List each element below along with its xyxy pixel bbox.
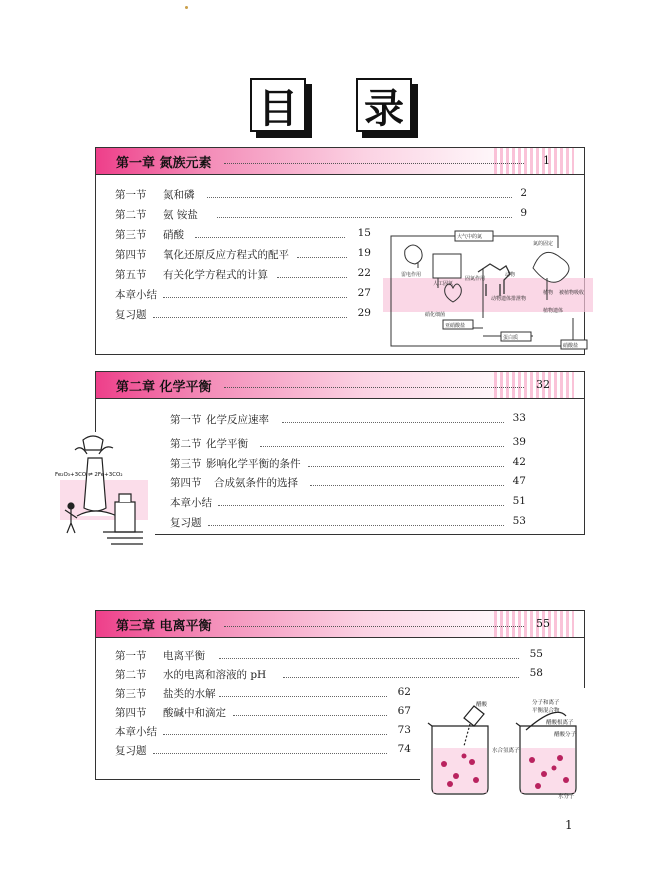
- section-title: 本章小结: [115, 289, 157, 301]
- toc-entry[interactable]: [115, 724, 411, 740]
- section-number: 第一节: [115, 650, 147, 662]
- section-title: 本章小结: [115, 726, 157, 738]
- section-title: 酸碱中和滴定: [163, 707, 226, 719]
- toc-entry[interactable]: [170, 412, 526, 428]
- figure-label: 蛋白质: [503, 335, 519, 341]
- page-title: [0, 78, 650, 138]
- section-page: 27: [357, 287, 371, 299]
- section-title: 化学平衡: [206, 438, 248, 450]
- section-page: 62: [397, 686, 411, 698]
- section-number: 第一节: [170, 414, 202, 426]
- toc-entry[interactable]: [115, 267, 371, 283]
- section-number: 第三节: [115, 229, 147, 241]
- figure-label: 醋酸根离子: [546, 720, 574, 726]
- figure-label: 水分子: [558, 794, 575, 800]
- section-title: 氧化还原反应方程式的配平: [163, 249, 289, 261]
- toc-entry[interactable]: [115, 667, 543, 683]
- section-title: 复习题: [170, 517, 202, 529]
- figure-label: 氮的固定: [533, 241, 554, 247]
- figure-label: 动物: [505, 272, 516, 278]
- section-number: 第四节: [115, 707, 147, 719]
- section-title: 复习题: [115, 309, 147, 321]
- title-char-2: 录: [356, 78, 412, 132]
- figure-label: 分子和离子: [532, 700, 560, 706]
- reaction-equation: Fe₂O₃+3CO ⇌ 2Fe+3CO₂: [55, 472, 123, 478]
- section-page: 55: [529, 648, 543, 660]
- toc-entry[interactable]: [115, 705, 411, 721]
- section-title: 有关化学方程式的计算: [163, 269, 268, 281]
- figure-label: 大气中的氮: [457, 234, 483, 240]
- figure-label: 植物: [543, 290, 554, 296]
- blast-furnace-illustration: [55, 432, 155, 550]
- toc-entry[interactable]: [115, 247, 371, 263]
- chapter-2-title: 第二章 化学平衡: [116, 380, 212, 395]
- toc-entry[interactable]: [115, 207, 527, 223]
- section-number: 第一节: [115, 189, 147, 201]
- figure-label: 动物遗体排泄物: [491, 296, 527, 302]
- section-title: 氮和磷: [163, 189, 195, 201]
- toc-entry[interactable]: [170, 456, 526, 472]
- figure-label: 平衡混合物: [532, 708, 560, 714]
- section-title: 水的电离和溶液的 pH: [163, 669, 267, 681]
- figure-label: 水合氢离子: [492, 748, 520, 754]
- section-number: 第四节: [170, 477, 202, 489]
- section-page: 53: [512, 515, 526, 527]
- toc-entry[interactable]: [115, 187, 527, 203]
- figure-label: 雷电作用: [401, 272, 422, 278]
- section-page: 58: [529, 667, 543, 679]
- section-number: 第二节: [115, 669, 147, 681]
- section-page: 67: [397, 705, 411, 717]
- chapter-3-title: 第三章 电离平衡: [116, 619, 212, 634]
- figure-label: 固氮作用: [465, 276, 486, 282]
- toc-entry[interactable]: [115, 307, 371, 323]
- figure-label: 硝化细菌: [425, 312, 446, 318]
- section-title: 氨 铵盐: [163, 209, 198, 221]
- section-title: 本章小结: [170, 497, 212, 509]
- toc-entry[interactable]: [170, 475, 526, 491]
- ink-speck: [185, 6, 188, 9]
- section-number: 第五节: [115, 269, 147, 281]
- chapter-2-header[interactable]: [96, 372, 584, 399]
- page-number: 1: [565, 818, 573, 832]
- toc-entry[interactable]: [115, 743, 411, 759]
- section-number: 第二节: [115, 209, 147, 221]
- toc-entry[interactable]: [115, 287, 371, 303]
- chapter-1-header[interactable]: [96, 148, 584, 175]
- chapter-3-page: 55: [536, 617, 550, 630]
- section-title: 盐类的水解: [163, 688, 216, 700]
- section-page: 19: [357, 247, 371, 259]
- section-title: 影响化学平衡的条件: [206, 458, 301, 470]
- figure-label: 醋酸: [476, 702, 488, 708]
- section-number: 第四节: [115, 249, 147, 261]
- toc-entry[interactable]: [115, 227, 371, 243]
- toc-entry[interactable]: [115, 648, 543, 664]
- figure-label: 植物遗体: [543, 308, 564, 314]
- section-title: 合成氨条件的选择: [214, 477, 298, 489]
- section-page: 9: [520, 207, 527, 219]
- section-page: 33: [512, 412, 526, 424]
- figure-label: 醋酸分子: [554, 732, 577, 738]
- section-number: 第三节: [170, 458, 202, 470]
- title-char-box: [356, 78, 420, 138]
- figure-label: 人工固氮: [433, 281, 454, 287]
- section-title: 电离平衡: [163, 650, 205, 662]
- chapter-1-page: 1: [543, 154, 550, 167]
- section-page: 47: [512, 475, 526, 487]
- section-title: 复习题: [115, 745, 147, 757]
- figure-label: 硝酸盐: [563, 343, 579, 349]
- nitrogen-cycle-illustration: [383, 228, 593, 356]
- toc-entry[interactable]: [170, 436, 526, 452]
- section-page: 39: [512, 436, 526, 448]
- acetic-acid-beaker-illustration: [420, 688, 590, 800]
- title-char-box: [250, 78, 314, 138]
- chapter-2-page: 32: [536, 378, 550, 391]
- section-page: 73: [397, 724, 411, 736]
- section-page: 51: [512, 495, 526, 507]
- section-page: 22: [357, 267, 371, 279]
- section-title: 化学反应速率: [206, 414, 269, 426]
- toc-entry[interactable]: [170, 495, 526, 511]
- title-char-1: 目: [250, 78, 306, 132]
- section-number: 第二节: [170, 438, 202, 450]
- toc-entry[interactable]: [115, 686, 411, 702]
- figure-label: 亚硝酸盐: [445, 323, 466, 329]
- section-page: 15: [357, 227, 371, 239]
- section-title: 硝酸: [163, 229, 184, 241]
- section-page: 29: [357, 307, 371, 319]
- figure-label: 被植物吸收: [559, 290, 585, 296]
- chapter-1-title: 第一章 氮族元素: [116, 156, 212, 171]
- section-page: 2: [520, 187, 527, 199]
- section-page: 42: [512, 456, 526, 468]
- chapter-3-header[interactable]: [96, 611, 584, 638]
- section-number: 第三节: [115, 688, 147, 700]
- section-page: 74: [397, 743, 411, 755]
- toc-entry[interactable]: [170, 515, 526, 531]
